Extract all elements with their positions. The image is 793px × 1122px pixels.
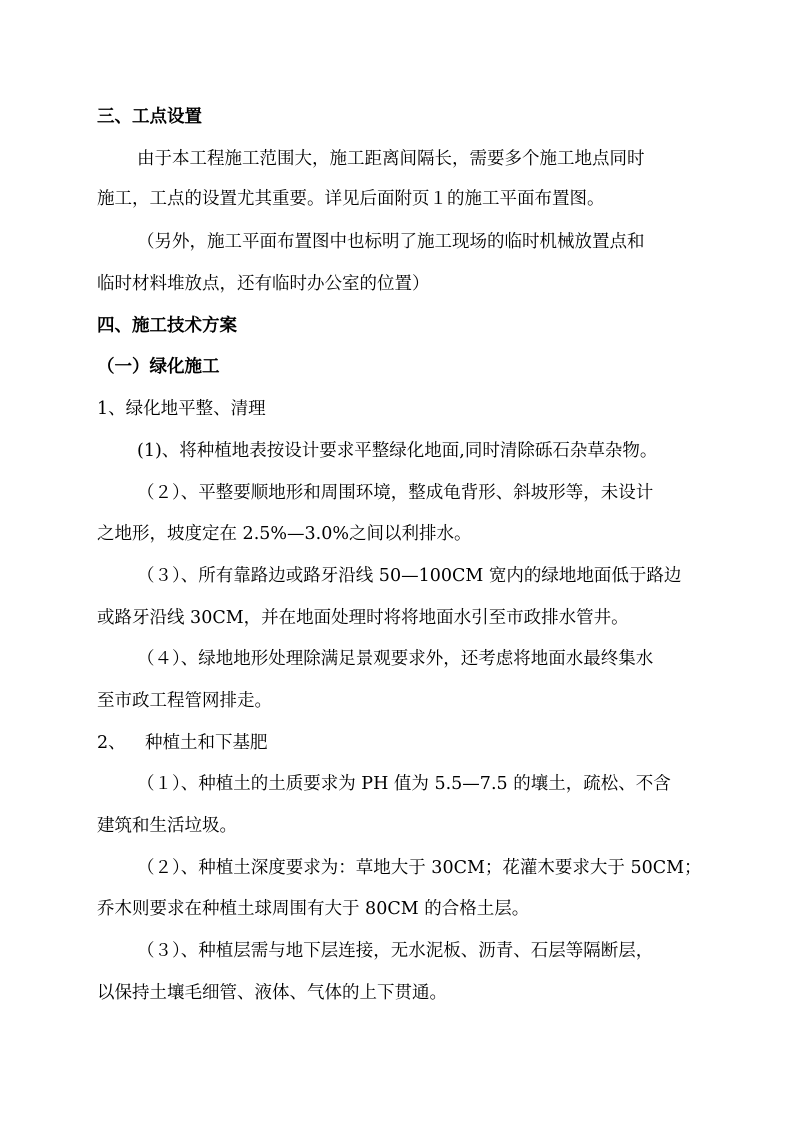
paragraph-line: （２）、种植土深度要求为：草地大于 30CM；花灌木要求大于 50CM； bbox=[137, 858, 702, 878]
paragraph-line: 由于本工程施工范围大，施工距离间隔长，需要多个施工地点同时 bbox=[137, 149, 645, 169]
section-4-heading: 四、施工技术方案 bbox=[97, 316, 237, 336]
paragraph-line: 乔木则要求在种植土球周围有大于 80CM 的合格土层。 bbox=[97, 899, 530, 919]
section-3-heading: 三、工点设置 bbox=[97, 107, 202, 127]
paragraph-line: 至市政工程管网排走。 bbox=[97, 691, 272, 711]
paragraph-line: 或路牙沿线 30CM，并在地面处理时将将地面水引至市政排水管井。 bbox=[97, 608, 629, 628]
paragraph-line: 施工，工点的设置尤其重要。详见后面附页１的施工平面布置图。 bbox=[97, 189, 605, 209]
paragraph-line: 建筑和生活垃圾。 bbox=[97, 816, 237, 836]
paragraph-line: 临时材料堆放点，还有临时办公室的位置） bbox=[97, 274, 430, 294]
paragraph-line: （４）、绿地地形处理除满足景观要求外，还考虑将地面水最终集水 bbox=[137, 649, 654, 669]
paragraph-line: （３）、所有靠路边或路牙沿线 50—100CM 宽内的绿地地面低于路边 bbox=[137, 566, 682, 586]
list-item-title-text: 种植土和下基肥 bbox=[145, 733, 268, 753]
list-item-title bbox=[97, 732, 268, 754]
paragraph-line: 以保持土壤毛细管、液体、气体的上下贯通。 bbox=[97, 983, 447, 1003]
paragraph-line: （３）、种植层需与地下层连接，无水泥板、沥青、石层等隔断层， bbox=[137, 941, 654, 961]
list-item-title: 1、绿化地平整、清理 bbox=[97, 399, 266, 419]
paragraph-line: （１）、种植土的土质要求为 PH 值为 5.5—7.5 的壤土，疏松、不含 bbox=[137, 774, 671, 794]
paragraph-line: （２）、平整要顺地形和周围环境，整成龟背形、斜坡形等，未设计 bbox=[137, 483, 654, 503]
subsection-heading: （一）绿化施工 bbox=[97, 357, 220, 377]
paragraph-line: （另外，施工平面布置图中也标明了施工现场的临时机械放置点和 bbox=[137, 232, 645, 252]
paragraph-line: 之地形，坡度定在 2.5%—3.0%之间以利排水。 bbox=[97, 524, 472, 544]
paragraph-line: (1)、将种植地表按设计要求平整绿化地面,同时清除砾石杂草杂物。 bbox=[137, 441, 658, 461]
list-item-number: 2、 bbox=[97, 733, 126, 753]
